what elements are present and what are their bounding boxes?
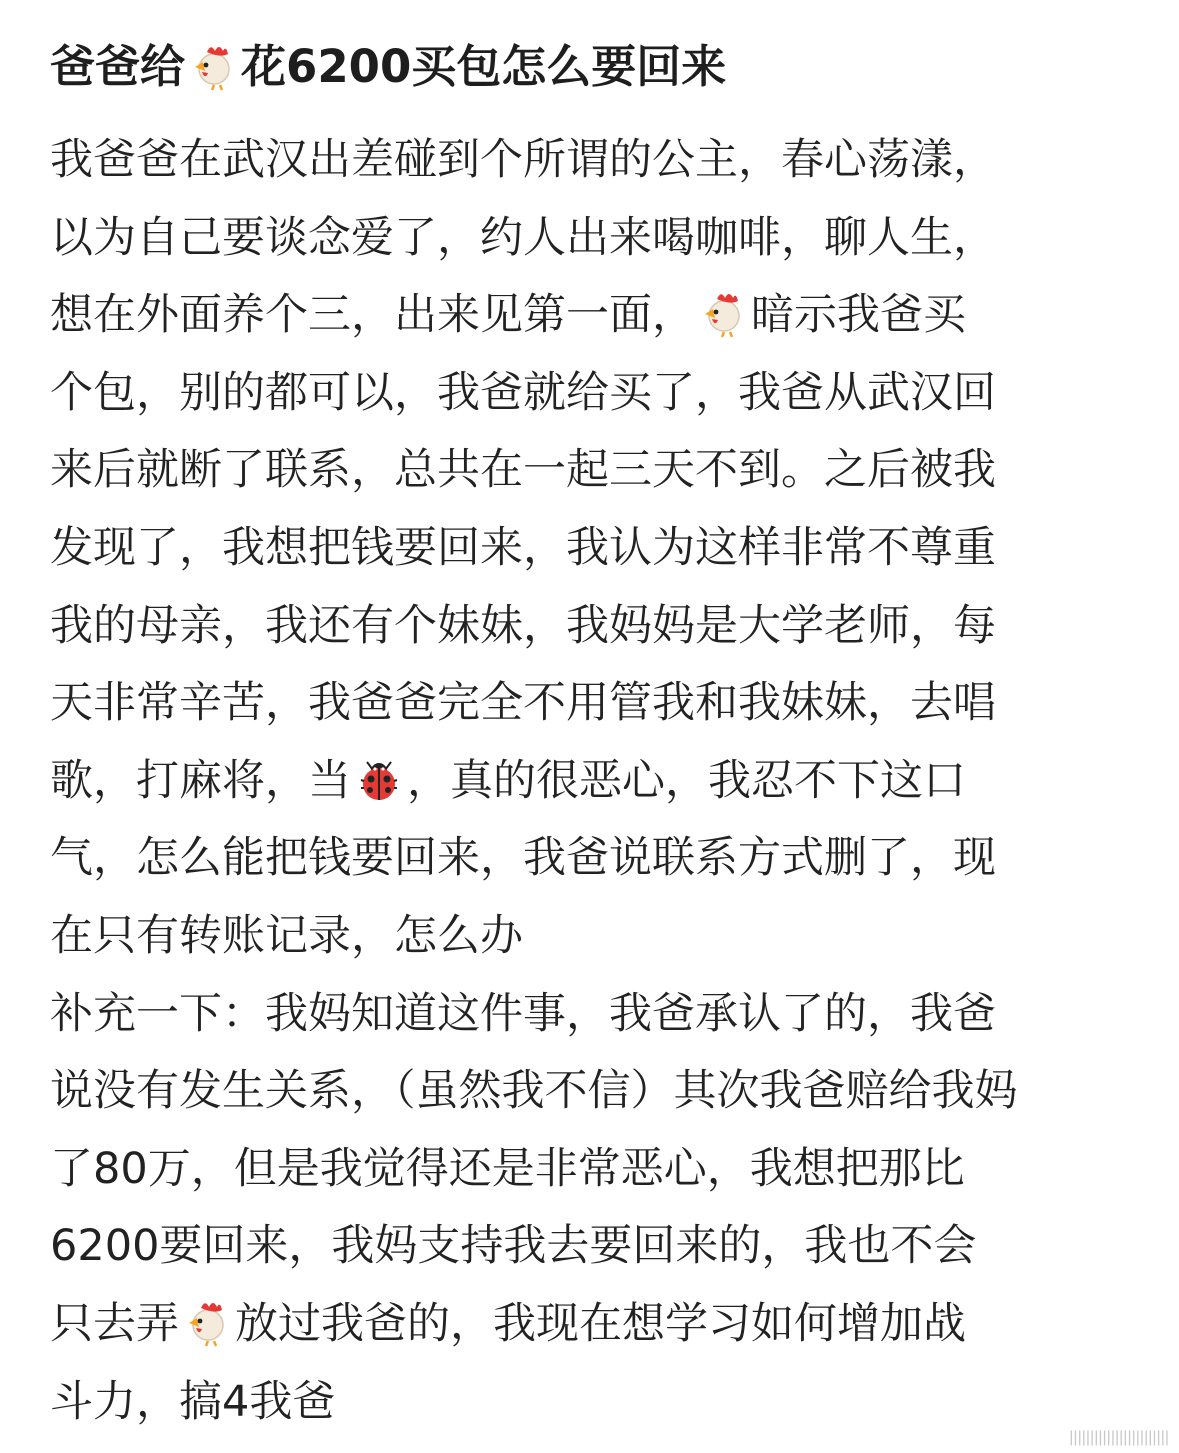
- line-text: 天非常辛苦，我爸爸完全不用管我和我妹妹，去唱: [50, 678, 996, 729]
- title-text-start: 爸爸给: [50, 40, 186, 93]
- line-text: 补充一下：我妈知道这件事，我爸承认了的，我爸: [50, 988, 996, 1039]
- body-line: [50, 432, 1130, 510]
- line-text: 想在外面养个三，出来见第一面，: [50, 290, 695, 341]
- line-text: 我的母亲，我还有个妹妹，我妈妈是大学老师，每: [50, 600, 996, 651]
- body-line: [50, 277, 1130, 355]
- line-text: 了80万，但是我觉得还是非常恶心，我想把那比: [50, 1143, 965, 1194]
- line-text: 斗力，搞4我爸: [50, 1376, 336, 1427]
- line-text: ，真的很恶心，我忍不下这口: [407, 755, 966, 806]
- line-text: 气，怎么能把钱要回来，我爸说联系方式删了，现: [50, 833, 996, 884]
- line-text: 6200要回来，我妈支持我去要回来的，我也不会: [50, 1221, 977, 1272]
- post-body: [50, 122, 1130, 1441]
- line-text: 歌，打麻将，当: [50, 755, 351, 806]
- title-text-end: 花6200买包怎么要回来: [241, 40, 727, 93]
- body-line: [50, 743, 1130, 821]
- watermark: ||||||||||||||||||||||||: [1069, 1429, 1169, 1446]
- chicken-icon: [187, 39, 239, 91]
- line-text: 只去弄: [50, 1298, 179, 1349]
- chicken-icon: [181, 1295, 233, 1347]
- line-text: 来后就断了联系，总共在一起三天不到。之后被我: [50, 445, 996, 496]
- body-line: [50, 355, 1130, 433]
- line-text: 暗示我爸买: [751, 290, 966, 341]
- line-text: 在只有转账记录，怎么办: [50, 910, 523, 961]
- body-line: [50, 1053, 1130, 1131]
- body-line: [50, 976, 1130, 1054]
- body-line: [50, 820, 1130, 898]
- post-title: [50, 28, 1130, 106]
- body-line: [50, 588, 1130, 666]
- body-line: [50, 122, 1130, 200]
- line-text: 以为自己要谈念爱了，约人出来喝咖啡，聊人生，: [50, 212, 996, 263]
- body-line: [50, 1208, 1130, 1286]
- body-line: [50, 1286, 1130, 1364]
- body-line: [50, 665, 1130, 743]
- body-line: [50, 1364, 1130, 1442]
- post: [50, 28, 1130, 1441]
- line-text: 发现了，我想把钱要回来，我认为这样非常不尊重: [50, 522, 996, 573]
- body-line: [50, 898, 1130, 976]
- body-line: [50, 510, 1130, 588]
- ladybug-icon: [353, 752, 405, 804]
- line-text: 我爸爸在武汉出差碰到个所谓的公主，春心荡漾，: [50, 135, 996, 185]
- body-line: [50, 200, 1130, 278]
- line-text: 放过我爸的，我现在想学习如何增加战: [235, 1298, 966, 1349]
- chicken-icon: [697, 286, 749, 338]
- line-text: 个包，别的都可以，我爸就给买了，我爸从武汉回: [50, 367, 996, 418]
- line-text: 说没有发生关系，（虽然我不信）其次我爸赔给我妈: [50, 1066, 1018, 1117]
- body-line: [50, 1131, 1130, 1209]
